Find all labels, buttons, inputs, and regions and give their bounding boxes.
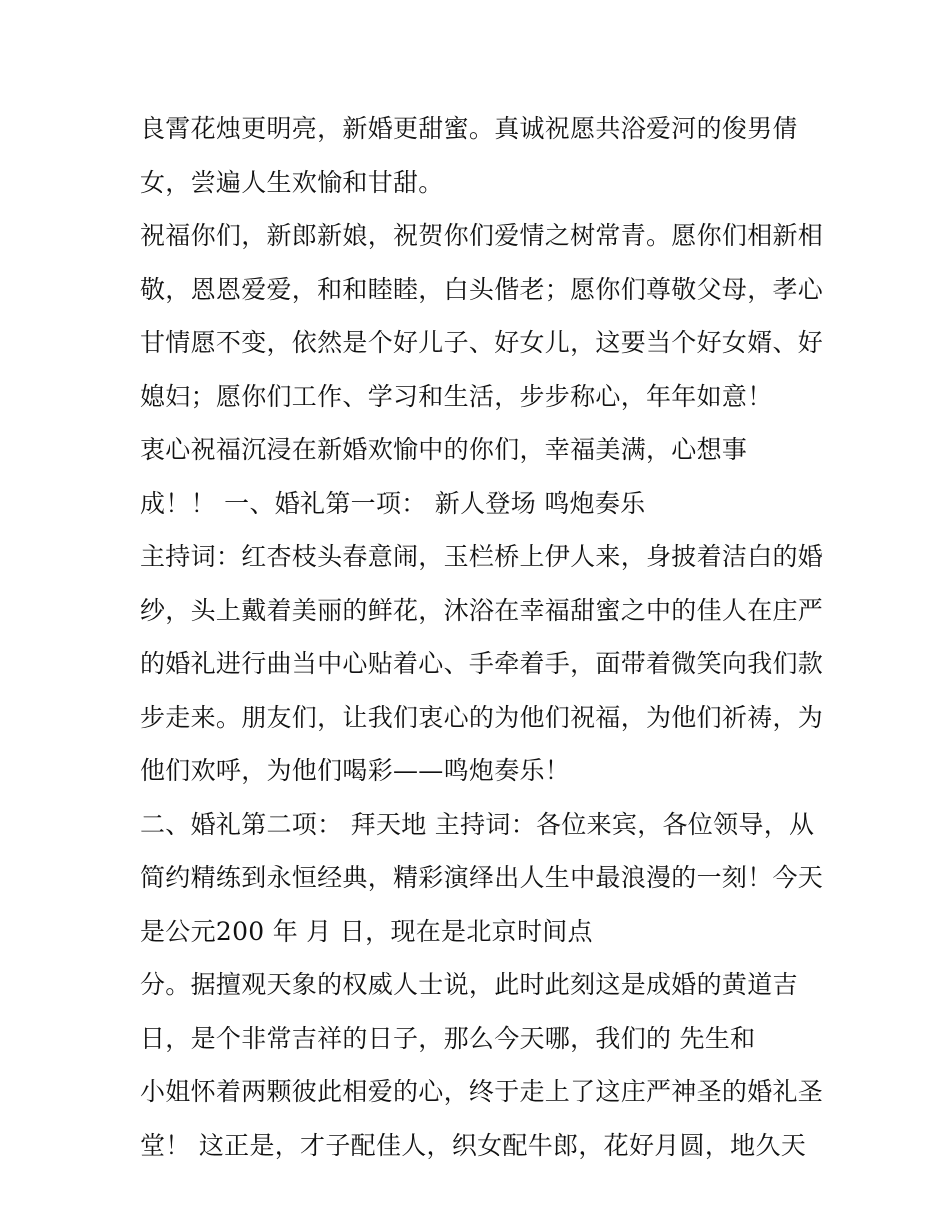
text-line: 衷心祝福沉浸在新婚欢愉中的你们，幸福美满，心想事 [140,435,748,464]
text-line: 分。据擅观天象的权威人士说，此时此刻这是成婚的黄道吉 [140,970,798,999]
text-line: 的婚礼进行曲当中心贴着心、手牵着手，面带着微笑向我们款 [140,649,824,678]
text-line: 甘情愿不变，依然是个好儿子、好女儿，这要当个好女婿、好 [140,328,824,357]
text-line: 纱，头上戴着美丽的鲜花，沐浴在幸福甜蜜之中的佳人在庄严 [140,595,824,625]
text-line: 二、婚礼第二项： 拜天地 主持词：各位来宾，各位领导，从 [140,809,815,839]
text-line: 步走来。朋友们，让我们衷心的为他们祝福，为他们祈祷，为 [140,702,824,732]
text-line: 日，是个非常吉祥的日子，那么今天哪，我们的 先生和 [140,1023,756,1053]
text-line: 成！！ 一、婚礼第一项： 新人登场 鸣炮奏乐 [140,488,646,518]
text-line: 主持词：红杏枝头春意闹，玉栏桥上伊人来，身披着洁白的婚 [140,542,824,571]
body-text [140,107,830,1177]
text-line: 女，尝遍人生欢愉和甘甜。 [140,167,444,197]
text-line: 良霄花烛更明亮，新婚更甜蜜。真诚祝愿共浴爱河的俊男倩 [140,114,798,143]
text-line: 祝福你们，新郎新娘，祝贺你们爱情之树常青。愿你们相新相 [140,221,824,250]
text-line: 他们欢呼，为他们喝彩——鸣炮奏乐！ [140,756,571,785]
text-line: 小姐怀着两颗彼此相爱的心，终于走上了这庄严神圣的婚礼圣 [140,1077,824,1106]
text-line: 媳妇；愿你们工作、学习和生活，步步称心，年年如意！ [140,381,773,411]
text-line: 简约精练到永恒经典，精彩演绎出人生中最浪漫的一刻！今天 [140,863,824,892]
text-line: 是公元200 年 月 日，现在是北京时间点 [140,916,593,946]
text-line: 敬，恩恩爱爱，和和睦睦，白头偕老；愿你们尊敬父母，孝心 [140,274,824,304]
text-line: 堂！ 这正是，才子配佳人，织女配牛郎，花好月圆，地久天 [140,1130,807,1160]
